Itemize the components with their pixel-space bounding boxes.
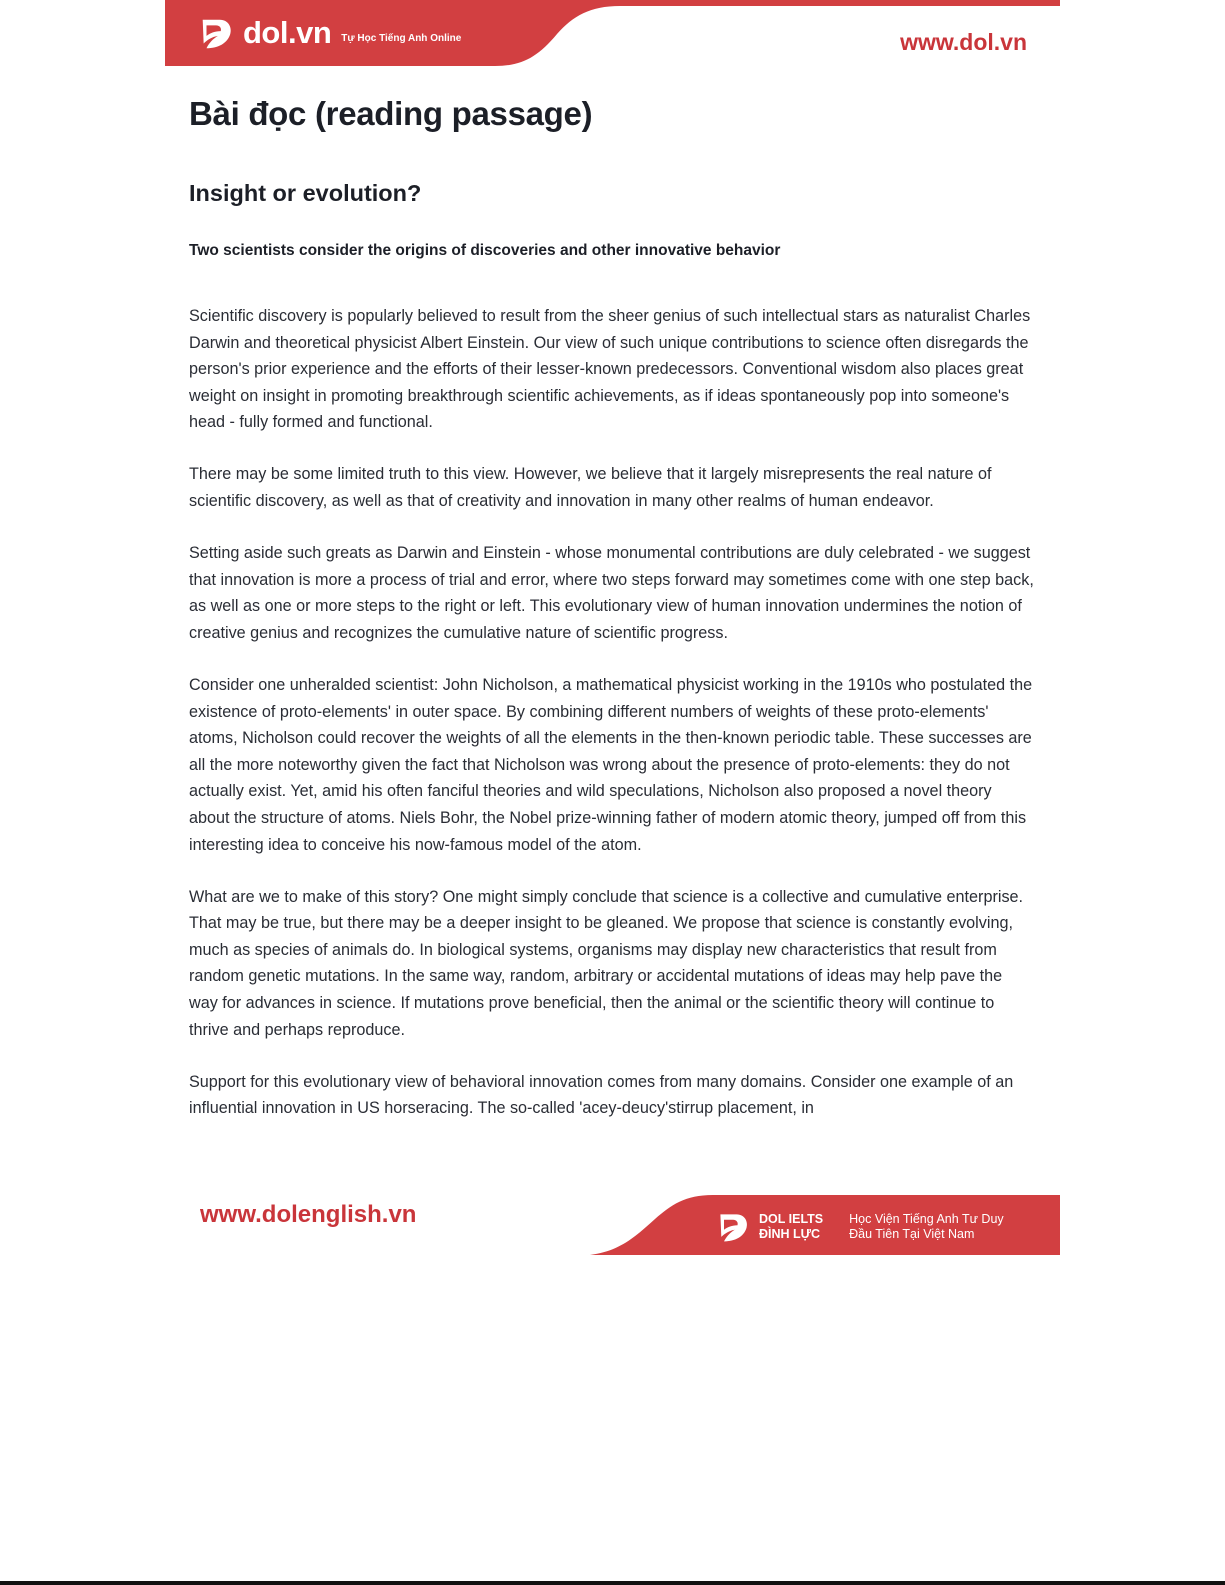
header-site-link[interactable]: www.dol.vn	[900, 29, 1027, 55]
document-page	[165, 0, 1060, 1262]
brand-name: dol.vn	[243, 15, 332, 50]
dol-logo-icon	[715, 1209, 751, 1245]
paragraph: Setting aside such greats as Darwin and Einstein - whose monumental contributions are duly celebrated - we suggest that innovation is more a process of trial and error, where two steps forward may sometimes come with one step back, as well as one or more steps to the right or left. This evolutionary view of human innovation undermines the notion of creative genius and recognizes the cumulative nature of scientific progress.	[189, 544, 1034, 642]
footer-site-link[interactable]: www.dolenglish.vn	[200, 1201, 417, 1228]
reading-content	[189, 95, 1034, 1122]
brand	[197, 14, 461, 52]
paragraph: Scientific discovery is popularly believed to result from the sheer genius of such intellectual stars as naturalist Charles Darwin and theoretical physicist Albert Einstein. Our view of such unique contributions to science often disregards the person's prior experience and the efforts of their lesser-known predecessors. Conventional wisdom also places great weight on insight in promoting breakthrough scientific achievements, as if ideas spontaneously pop into someone's head - fully formed and functional.	[189, 307, 1031, 432]
paragraph: There may be some limited truth to this view. However, we believe that it largely misrepresents the real nature of scientific discovery, as well as that of creativity and innovation in many other realms of human endeavor.	[189, 465, 992, 511]
page-title: Bài đọc (reading passage)	[189, 95, 593, 132]
paragraph: What are we to make of this story? One might simply conclude that science is a collective and cumulative enterprise. That may be true, but there may be a deeper insight to be gleaned. We propose that science is constantly evolving, much as species of animals do. In biological systems, organisms may display new characteristics that result from random genetic mutations. In the same way, random, arbitrary or accidental mutations of ideas may help pave the way for advances in science. If mutations prove beneficial, then the animal or the scientific theory will continue to thrive and perhaps reproduce.	[189, 887, 1024, 1039]
paragraph: Support for this evolutionary view of behavioral innovation comes from many domains. Consider one example of an influential innovation in US horseracing. The so-called 'acey-deucy'stirrup placement, in	[189, 1072, 1014, 1118]
page-footer	[165, 1195, 1060, 1260]
paragraph: Consider one unheralded scientist: John Nicholson, a mathematical physicist working in the 1910s who postulated the existence of proto-elements' in outer space. By combining different numbers of weights of these proto-elements' atoms, Nicholson could recover the weights of all the elements in the then-known periodic table. These successes are all the more noteworthy given the fact that Nicholson was wrong about the presence of proto-elements: they do not actually exist. Yet, amid his often fanciful theories and wild speculations, Nicholson also proposed a novel theory about the structure of atoms. Niels Bohr, the Nobel prize-winning father of modern atomic theory, jumped off from this interesting idea to conceive his now-famous model of the atom.	[189, 676, 1033, 854]
footer-brand	[715, 1209, 1004, 1245]
passage-heading: Insight or evolution?	[189, 180, 422, 206]
bottom-divider	[0, 1581, 1225, 1585]
brand-slogan: Tự Học Tiếng Anh Online	[341, 32, 462, 44]
footer-tagline: Học Viện Tiếng Anh Tư Duy Đầu Tiên Tại Việt Nam	[849, 1212, 1004, 1241]
footer-brand-name: DOL IELTS ĐÌNH LỰC	[759, 1212, 824, 1241]
dol-logo-icon	[197, 14, 235, 52]
passage-subtitle: Two scientists consider the origins of discoveries and other innovative behavior	[189, 242, 781, 259]
page-header	[165, 0, 1060, 70]
